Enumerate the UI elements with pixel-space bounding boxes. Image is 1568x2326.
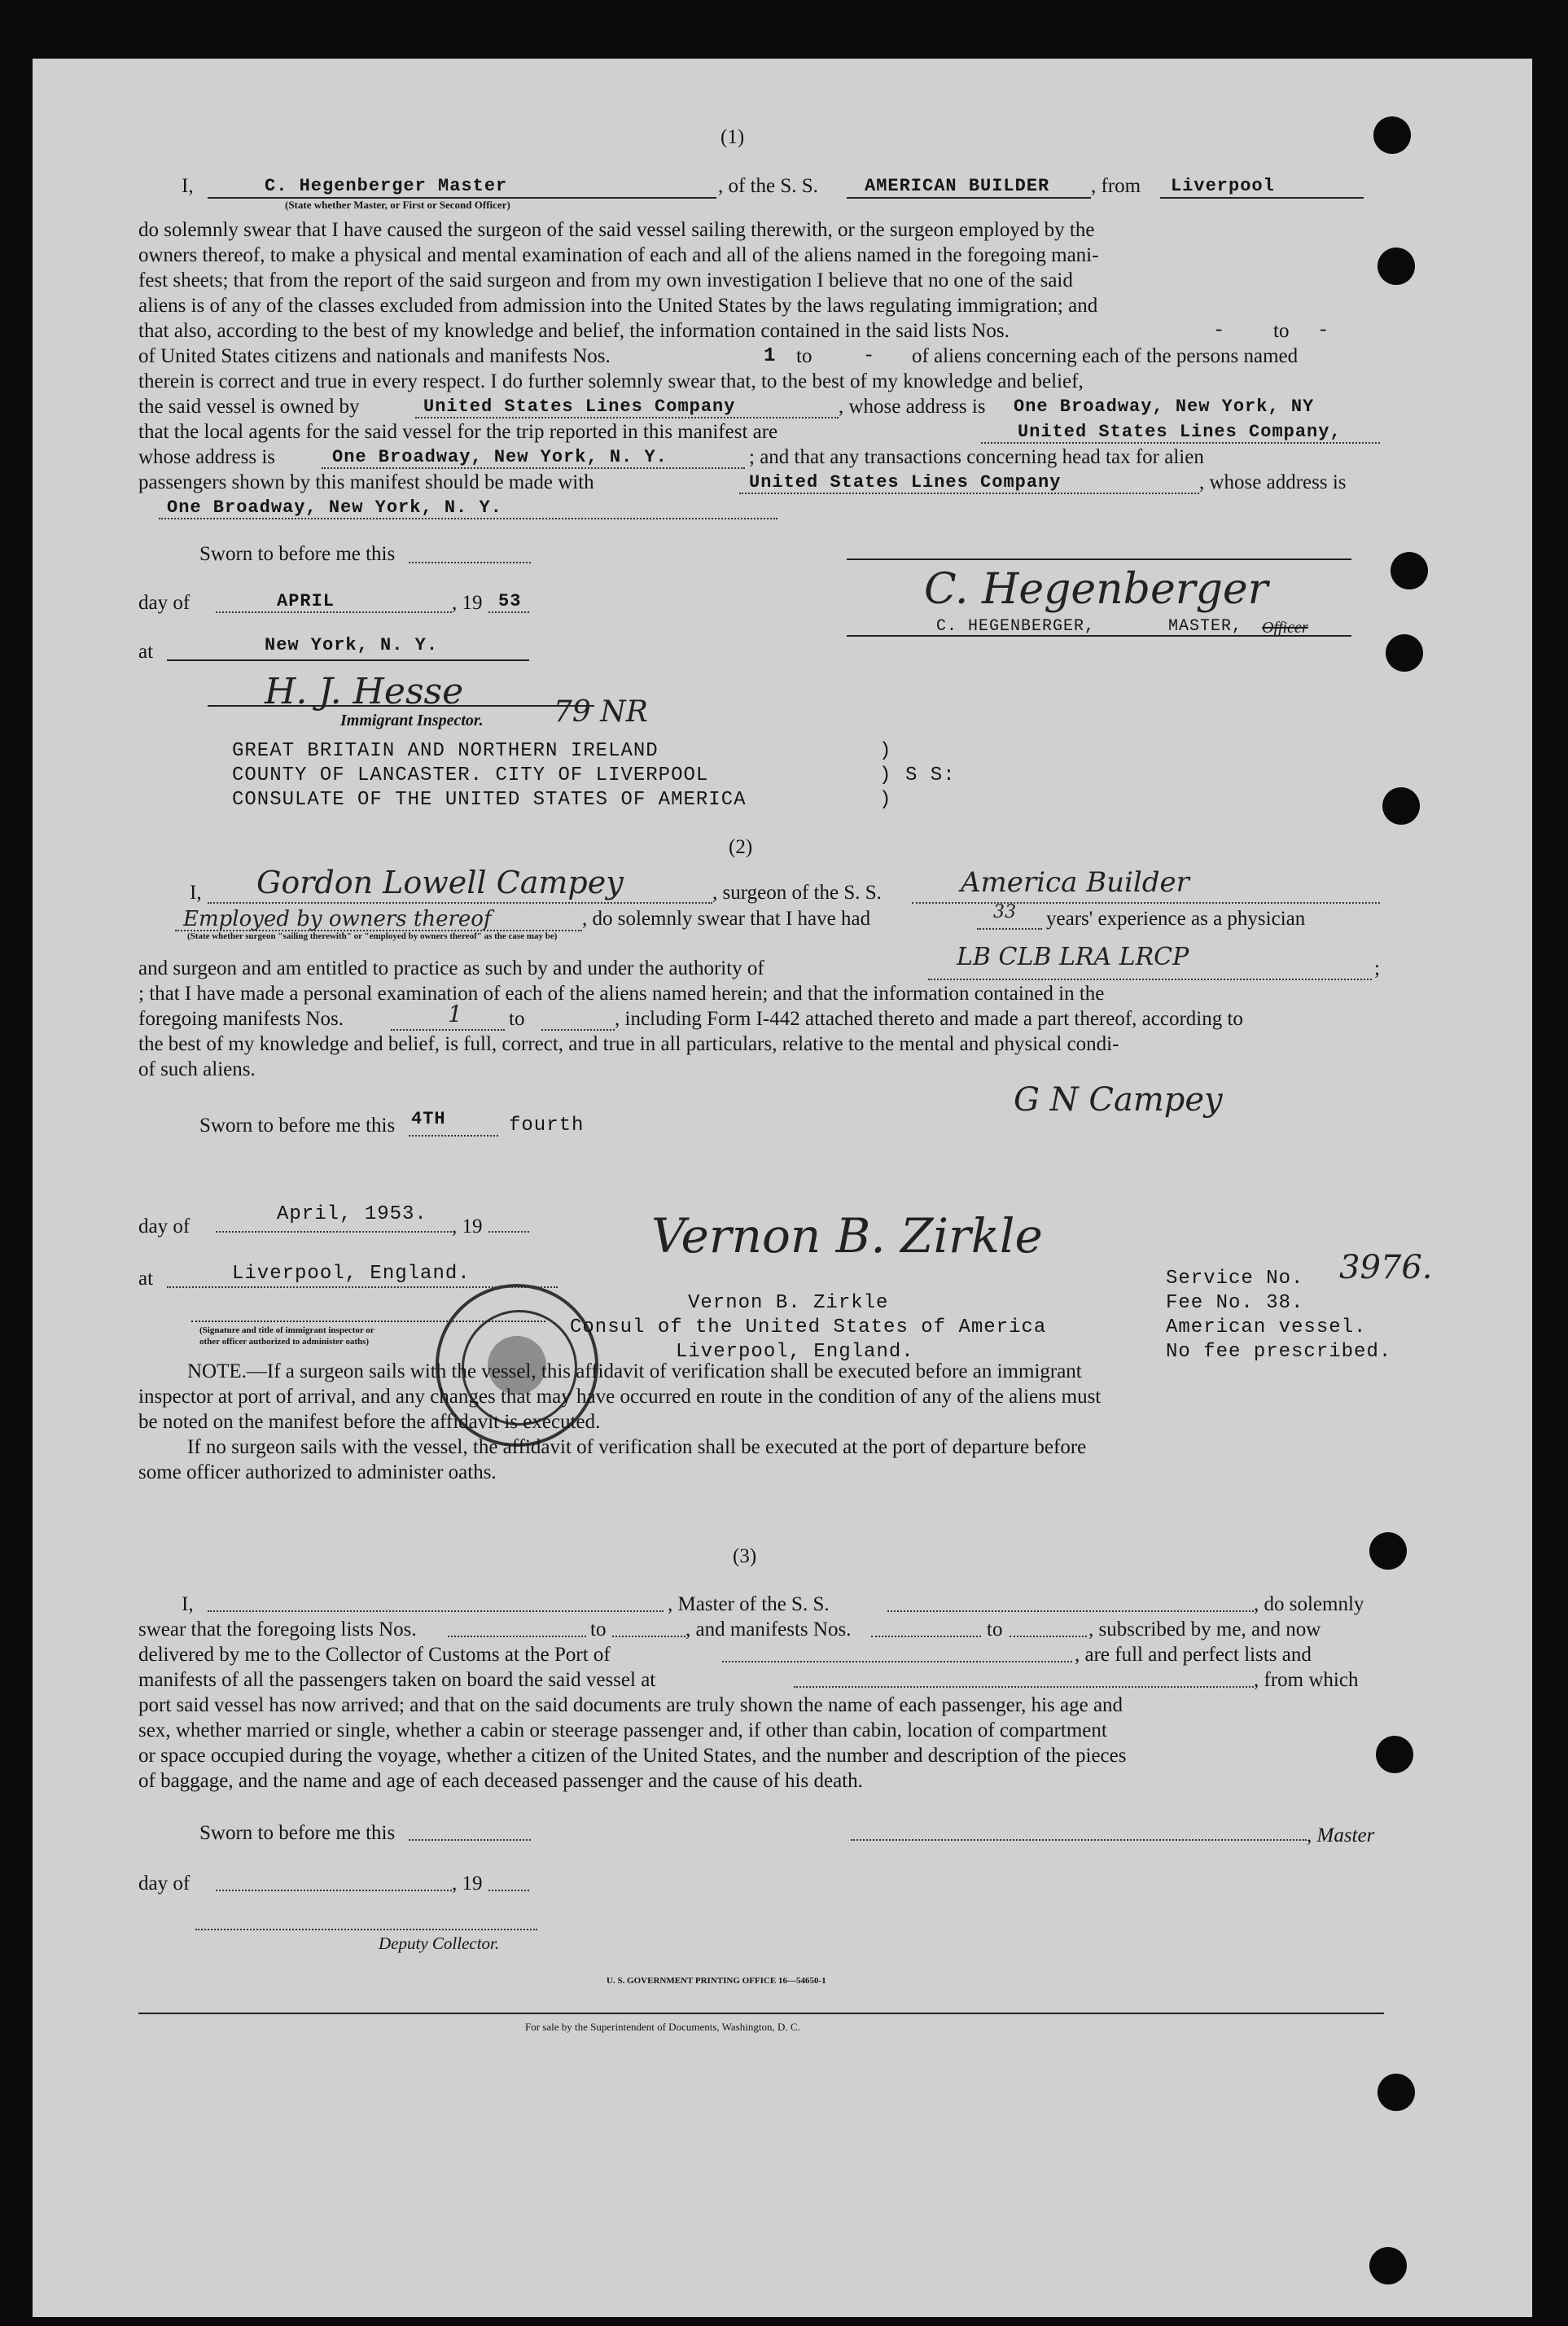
sworn-label: Sworn to before me this [199, 1115, 396, 1137]
printing-office: U. S. GOVERNMENT PRINTING OFFICE 16—54650-1 [607, 1976, 826, 1986]
section-2-number: (2) [729, 836, 753, 858]
field-rule [167, 659, 529, 661]
sale-notice: For sale by the Superintendent of Documents, Washington, D. C. [525, 2021, 800, 2033]
headtax-label: passengers shown by this manifest should be made with [138, 471, 594, 493]
form-text: , including Form I-442 attached thereto and made a part thereof, according to [615, 1008, 1243, 1030]
of-the-ss-label: , of the S. S. [718, 175, 818, 197]
bracket: ) [879, 764, 892, 786]
field-rule [488, 611, 529, 613]
oath-line: owners thereof, to make a physical and mental examination of each and all of the aliens named in the foregoing mani- [138, 244, 1099, 266]
field-rule [409, 562, 531, 563]
field-rule [208, 1610, 664, 1612]
day-of-label: day of [138, 592, 191, 614]
section-3-number: (3) [733, 1545, 757, 1567]
employment-caption: (State whether surgeon "sailing therewith" or "employed by owners thereof" as the case may be) [187, 931, 558, 941]
bracket: ) [879, 740, 892, 762]
manifest-from: 1 [764, 345, 777, 367]
field-rule [847, 635, 1351, 637]
headtax-address-label: , whose address is [1199, 471, 1347, 493]
field-rule [216, 611, 452, 613]
surgeon-signature: G N Campey [1014, 1081, 1223, 1119]
oath-line: foregoing manifests Nos. [138, 1008, 344, 1030]
fee-note: No fee prescribed. [1166, 1341, 1392, 1363]
from-label: , from [1091, 175, 1141, 197]
note-line: NOTE.—If a surgeon sails with the vessel, this affidavit of verification shall be executed before an immigrant [187, 1360, 1082, 1382]
oath3-subscribed: , subscribed by me, and now [1088, 1619, 1321, 1640]
consulate-line: COUNTY OF LANCASTER. CITY OF LIVERPOOL [232, 764, 709, 786]
oath3-line: of baggage, and the name and age of each deceased passenger and the cause of his death. [138, 1770, 863, 1792]
field-rule [981, 442, 1380, 444]
signature-caption: (Signature and title of immigrant inspector or [199, 1325, 374, 1335]
field-rule [391, 1029, 505, 1031]
field-rule [488, 1231, 529, 1233]
authority-tail: ; [1374, 957, 1380, 979]
note-line: be noted on the manifest before the affidavit is executed. [138, 1411, 601, 1433]
sworn-struck: 4TH [411, 1109, 446, 1129]
field-rule [208, 902, 712, 904]
sworn-date: April, 1953. [277, 1203, 427, 1225]
inspector-signature: H. J. Hesse [265, 671, 464, 712]
field-rule [159, 518, 777, 519]
surgeon-manifest-from: 1 [448, 1001, 462, 1027]
oath-line: fest sheets; that from the report of the said surgeon and from my own investigation I believe that no one of the said [138, 269, 1073, 291]
deputy-collector-caption: Deputy Collector. [379, 1934, 500, 1953]
oath-line: do solemnly swear that I have caused the surgeon of the said vessel sailing therewith, or the surgeon employed by the [138, 219, 1095, 241]
consulate-line: GREAT BRITAIN AND NORTHERN IRELAND [232, 740, 659, 762]
officer-word: Officer [1262, 619, 1308, 637]
agents-address-label: whose address is [138, 446, 276, 468]
oath3-lists-label: swear that the foregoing lists Nos. [138, 1619, 417, 1640]
field-rule [928, 979, 1372, 980]
oath3-manifests-label: , and manifests Nos. [685, 1619, 852, 1640]
agents-address: One Broadway, New York, N. Y. [332, 447, 668, 467]
headtax-address: One Broadway, New York, N. Y. [167, 497, 502, 518]
sworn-month: APRIL [277, 591, 335, 611]
oath-line: of such aliens. [138, 1058, 256, 1080]
punch-hole [1391, 552, 1428, 589]
punch-hole [1377, 247, 1415, 285]
day-of-label: day of [138, 1216, 191, 1237]
year-prefix: , 19 [452, 1216, 483, 1237]
note-line: If no surgeon sails with the vessel, the affidavit of verification shall be executed at the port of departure before [187, 1436, 1087, 1458]
oath-line: therein is correct and true in every respect. I do further solemnly swear that, to the best of my knowledge and belief, [138, 370, 1084, 392]
field-rule [977, 928, 1042, 930]
master-signature: C. Hegenberger [924, 565, 1268, 614]
sworn-label: Sworn to before me this [199, 1822, 396, 1844]
at-label: at [138, 641, 154, 663]
field-rule [488, 1890, 529, 1891]
consulate-line: CONSULATE OF THE UNITED STATES OF AMERICA [232, 789, 747, 811]
field-rule [541, 1029, 615, 1031]
lists-from: - [1213, 320, 1226, 342]
oath3-line: sex, whether married or single, whether a cabin or steerage passenger and, if other than cabin, location of compartment [138, 1719, 1107, 1741]
field-rule [612, 1636, 685, 1637]
oath3-port-label: delivered by me to the Collector of Customs at the Port of [138, 1644, 611, 1666]
field-rule [722, 1661, 1072, 1662]
years-experience: 33 [993, 902, 1016, 922]
vessel-name: AMERICAN BUILDER [865, 176, 1050, 196]
oath-line: ; that I have made a personal examination of each of the aliens named herein; and that the information contained in the [138, 983, 1105, 1005]
sworn-place: New York, N. Y. [265, 635, 439, 655]
oath3-intro: I, [182, 1593, 194, 1615]
oath3-solemnly: , do solemnly [1254, 1593, 1364, 1615]
to-label: to [590, 1619, 607, 1640]
field-rule [191, 1321, 545, 1322]
field-rule [739, 493, 1199, 494]
master-name-field: C. Hegenberger Master [265, 176, 508, 196]
punch-hole [1382, 787, 1420, 825]
signature-caption: other officer authorized to administer oaths) [199, 1337, 370, 1347]
day-of-label: day of [138, 1873, 191, 1895]
punch-hole [1386, 634, 1423, 672]
field-rule [847, 197, 1091, 199]
punch-hole [1377, 2074, 1415, 2111]
authority-label: and surgeon and am entitled to practice as such by and under the authority of [138, 957, 764, 979]
field-rule [195, 1929, 537, 1930]
swear-label: , do solemnly swear that I have had [582, 908, 871, 930]
note-line: some officer authorized to administer oaths. [138, 1461, 497, 1483]
years-tail: years' experience as a physician [1046, 908, 1306, 930]
field-rule [847, 559, 1351, 560]
oath-intro: I, [190, 882, 202, 904]
section-1-number: (1) [720, 126, 745, 148]
oath3-from-which: , from which [1254, 1669, 1359, 1691]
surgeon-vessel: America Builder [961, 866, 1189, 899]
consul-line: Vernon B. Zirkle [688, 1292, 889, 1314]
field-rule [1010, 1636, 1087, 1637]
sworn-day: fourth [509, 1115, 585, 1137]
to-label: to [509, 1008, 525, 1030]
year-prefix: , 19 [452, 1873, 483, 1895]
sworn-year: 53 [498, 591, 522, 611]
oath-line: the best of my knowledge and belief, is full, correct, and true in all particulars, relative to the mental and physical condi- [138, 1033, 1119, 1055]
oath-line: that also, according to the best of my knowledge and belief, the information contained in the said lists Nos. [138, 320, 1010, 342]
master-label: , Master [1307, 1824, 1375, 1846]
field-rule [1160, 197, 1364, 199]
owner-address: One Broadway, New York, NY [1014, 396, 1315, 417]
lists-to: - [1317, 320, 1330, 342]
surgeon-employment: Employed by owners thereof [183, 907, 492, 931]
surgeon-name: Gordon Lowell Campey [256, 865, 624, 900]
to-label: to [796, 345, 812, 367]
headtax-company: United States Lines Company [749, 472, 1062, 493]
owner-label: the said vessel is owned by [138, 396, 360, 418]
agents-label: that the local agents for the said vessel for the trip reported in this manifest are [138, 421, 778, 443]
field-rule [851, 1839, 1307, 1841]
surgeon-of-label: , surgeon of the S. S. [712, 882, 882, 904]
field-rule [415, 417, 839, 418]
vessel-type: American vessel. [1166, 1316, 1367, 1338]
bracket: ) [879, 789, 892, 811]
note-line: inspector at port of arrival, and any changes that may have occurred en route in the condition of any of the aliens must [138, 1386, 1102, 1408]
field-rule [216, 1890, 452, 1891]
aliens-tail: of aliens concerning each of the persons named [912, 345, 1299, 367]
owner-address-label: , whose address is [839, 396, 986, 418]
field-rule [322, 467, 745, 469]
punch-hole [1376, 1736, 1413, 1773]
field-rule [794, 1686, 1254, 1688]
oath3-line: or space occupied during the voyage, whether a citizen of the United States, and the number and description of the pieces [138, 1745, 1127, 1767]
punch-hole [1369, 1532, 1407, 1570]
field-rule [409, 1135, 498, 1137]
agents-company: United States Lines Company, [1018, 422, 1342, 442]
service-label: Service No. [1166, 1268, 1304, 1290]
fee-number: Fee No. 38. [1166, 1292, 1304, 1314]
role-caption: (State whether Master, or First or Second Officer) [285, 199, 510, 211]
master-typed-name: C. HEGENBERGER, [936, 617, 1096, 636]
surgeon-authority: LB CLB LRA LRCP [957, 943, 1189, 971]
field-rule [912, 902, 1380, 904]
owner-company: United States Lines Company [423, 396, 736, 417]
inspector-caption: Immigrant Inspector. [340, 712, 484, 729]
oath3-master-label: , Master of the S. S. [668, 1593, 830, 1615]
field-rule [409, 1839, 531, 1841]
oath3-taken-label: manifests of all the passengers taken on board the said vessel at [138, 1669, 656, 1691]
field-rule [871, 1636, 981, 1637]
field-rule [448, 1636, 586, 1637]
inspector-number: 79 NR [554, 695, 648, 729]
document-page [33, 59, 1532, 2317]
manifest-to: - [863, 345, 876, 367]
punch-hole [1373, 116, 1411, 154]
consul-line: Liverpool, England. [676, 1341, 914, 1363]
oath3-line: port said vessel has now arrived; and that on the said documents are truly shown the name of each passenger, his age and [138, 1694, 1123, 1716]
departure-port: Liverpool [1171, 176, 1275, 196]
sworn-place: Liverpool, England. [232, 1263, 471, 1285]
oath-line: aliens is of any of the classes excluded from admission into the United States by the laws regulating immigration; and [138, 295, 1098, 317]
consul-signature: Vernon B. Zirkle [651, 1208, 1043, 1264]
punch-hole [1369, 2247, 1407, 2284]
oath-line: of United States citizens and nationals and manifests Nos. [138, 345, 611, 367]
to-label: to [987, 1619, 1003, 1640]
consul-line: Consul of the United States of America [570, 1316, 1047, 1338]
sworn-label: Sworn to before me this [199, 543, 396, 565]
field-rule [887, 1610, 1254, 1612]
ss-label: S S: [905, 764, 956, 786]
field-rule [216, 1231, 452, 1233]
to-label: to [1273, 320, 1290, 342]
oath-intro: I, [182, 175, 194, 197]
field-rule [208, 705, 594, 707]
service-number: 3976. [1339, 1249, 1433, 1286]
master-typed-title: MASTER, [1168, 617, 1243, 636]
oath3-lists-tail: , are full and perfect lists and [1075, 1644, 1312, 1666]
year-prefix: , 19 [452, 592, 483, 614]
at-label: at [138, 1268, 154, 1290]
footer-rule [138, 2013, 1384, 2014]
agents-tail: ; and that any transactions concerning head tax for alien [749, 446, 1204, 468]
